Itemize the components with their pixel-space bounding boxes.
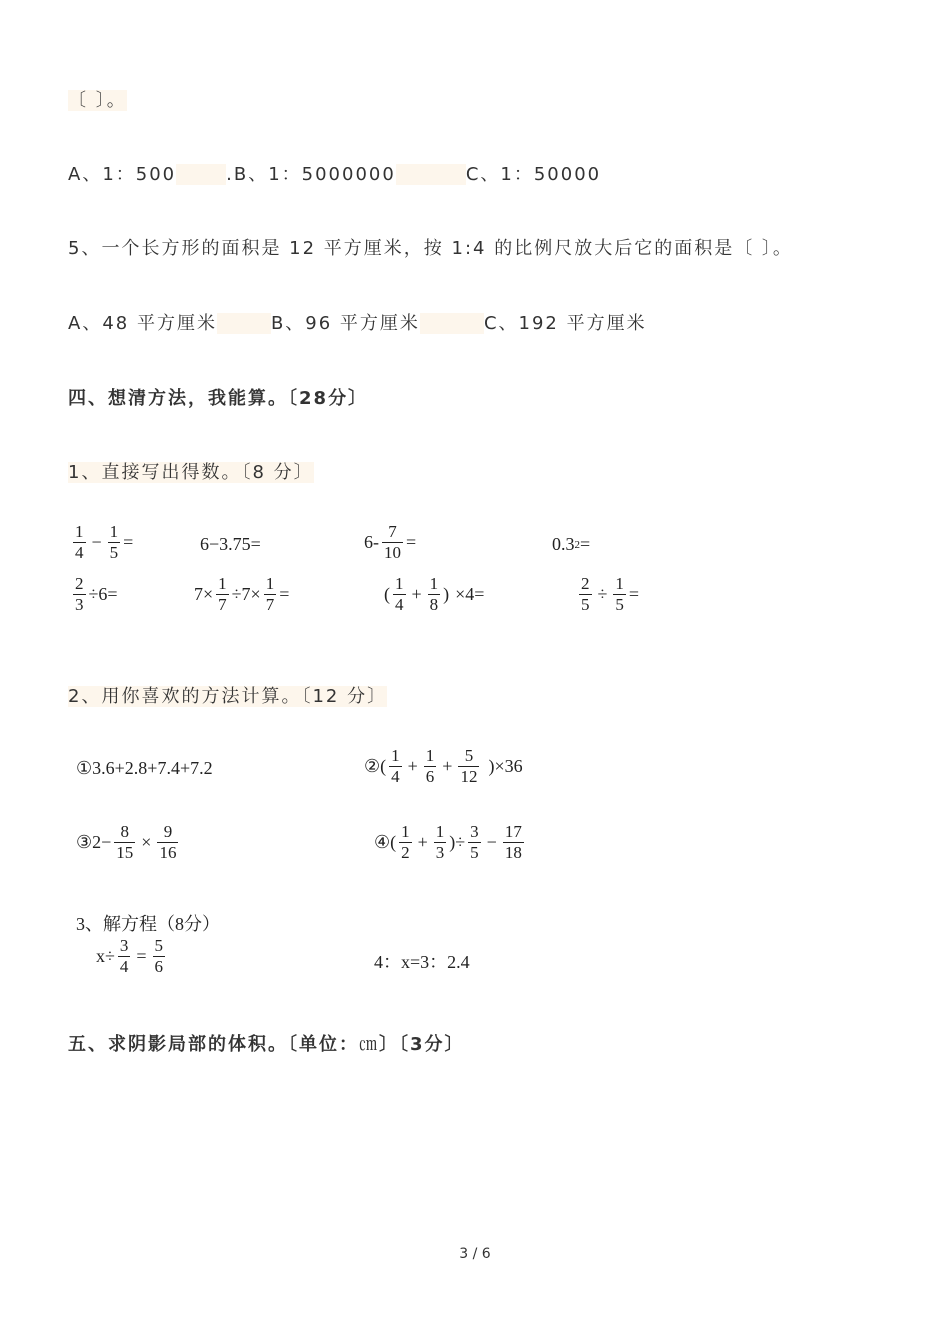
section4-heading: 四、想清方法，我能算。〔28分〕: [68, 388, 369, 409]
quick-calc-1-3: 6- $\frac{7}{10}$ =: [364, 522, 417, 562]
quick-calc-1-1: $\frac{1}{4}$ − $\frac{1}{5}$ =: [75, 522, 134, 562]
quick-calc-1-2: 6−3.75=: [200, 534, 261, 554]
part2-heading: 2、用你喜欢的方法计算。〔12 分〕: [68, 686, 388, 707]
quick-calc-1-4: 0.3 2 =: [552, 534, 591, 554]
q5-options: [68, 309, 647, 335]
quick-calc-2-4: $\frac{2}{5}$ ÷ $\frac{1}{5}$ =: [581, 574, 640, 614]
part3-heading: 3、解方程（8分）: [76, 914, 220, 934]
page-number: 3 / 6: [459, 1246, 491, 1262]
quick-calc-2-2: 7× $\frac{1}{7}$ ÷7× $\frac{1}{7}$ =: [194, 574, 290, 614]
q4-answer-blank: 〔 〕。: [68, 90, 127, 111]
q5-option-c: C、192 平方厘米: [483, 313, 647, 334]
equation-1: x÷ $\frac{3}{4}$ = $\frac{5}{6}$: [96, 936, 164, 976]
section5-heading: 五、求阴影局部的体积。〔单位：㎝〕〔3分〕: [68, 1034, 465, 1055]
calc-4: ④( $\frac{1}{2}$ + $\frac{1}{3}$ )÷ $\frac{3}{5}$ − $\frac{17}{18}$: [374, 822, 522, 862]
calc-1: ①3.6+2.8+7.4+7.2: [76, 758, 213, 778]
q4-option-a: A、1：500: [68, 164, 177, 185]
q5-option-b: B、96 平方厘米: [270, 313, 420, 334]
q5-option-a: A、48 平方厘米: [68, 313, 217, 334]
part1-heading: 1、直接写出得数。〔8 分〕: [68, 462, 314, 483]
calc-3: ③2− $\frac{8}{15}$ × $\frac{9}{16}$: [76, 822, 177, 862]
equation-2: 4：x=3：2.4: [374, 952, 470, 972]
calc-2: ②( $\frac{1}{4}$ + $\frac{1}{6}$ + $\frac{5}{12}$ )×36: [364, 746, 523, 786]
quick-calc-2-3: ( $\frac{1}{4}$ + $\frac{1}{8}$ ) ×4=: [384, 574, 485, 614]
q4-option-c: C、1：50000: [465, 164, 602, 185]
q4-options: [68, 160, 601, 186]
quick-calc-2-1: $\frac{2}{3}$ ÷6=: [75, 574, 118, 614]
q5-question: 5、一个长方形的面积是 12 平方厘米，按 1:4 的比例尺放大后它的面积是〔 〕。: [68, 238, 793, 259]
q4-option-b: .B、1：5000000: [226, 164, 396, 185]
